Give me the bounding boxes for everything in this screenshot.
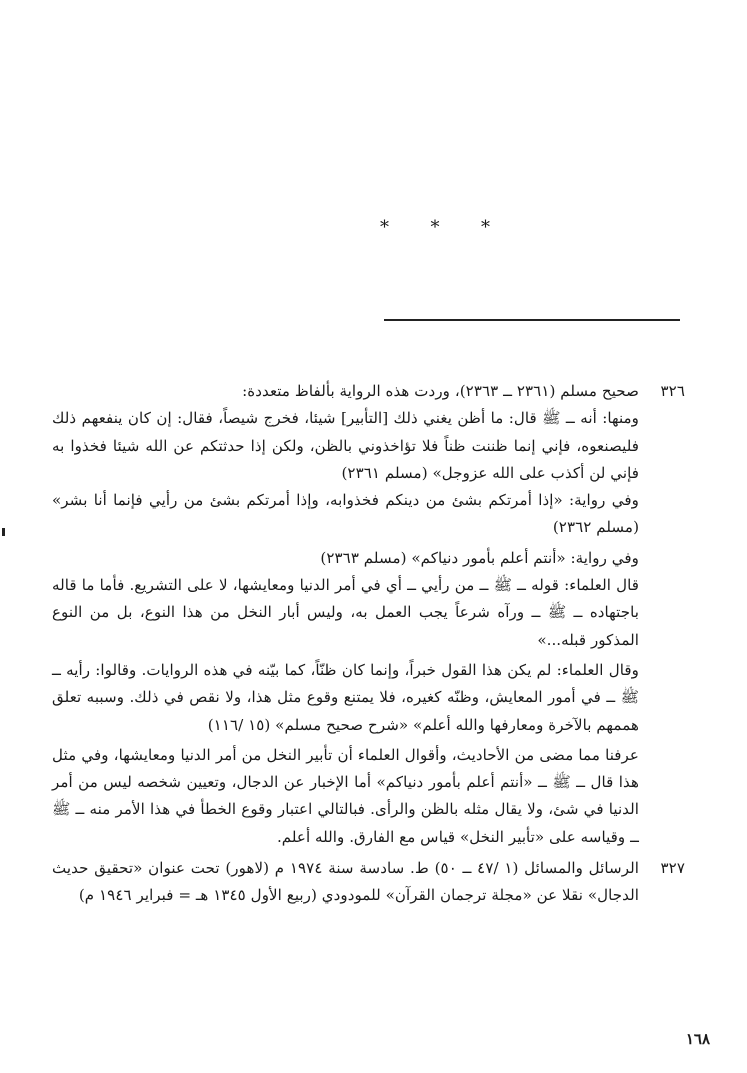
- footnote-paragraph: وقال العلماء: لم يكن هذا القول خبراً، وإنما كان ظنّاً، كما بيّنه في هذه الروايات. وقالوا: رأيه ــ ﷺ ــ في أمور المعايش، وظنّه كغيره، فلا يمتنع وقوع مثل هذا، ولا نقص في ذلك. وسببه تعلق هممهم بالآخرة ومعارفها والله أعلم» «شرح صحيح مسلم» (١٥ /١١٦): [52, 660, 639, 734]
- page-number: ١٦٨: [685, 1030, 710, 1048]
- footnote-paragraph: صحيح مسلم (٢٣٦١ ــ ٢٣٦٣)، وردت هذه الرواية بألفاظ متعددة:: [242, 382, 639, 400]
- footnote-paragraph: عرفنا مما مضى من الأحاديث، وأقوال العلماء أن تأبير النخل من أمر الدنيا ومعايشها، وفي مثل هذا قال ــ ﷺ ــ «أنتم أعلم بأمور دنياكم» أما الإخبار عن الدجال، وتعيين شخصه ليس من أمر الدنيا في شئ، ولا يقال مثله بالظن والرأى. فبالتالي اعتبار وقوع الخطأ في هذا الأمر منه ــ ﷺ ــ وقياسه على «تأبير النخل» قياس مع الفارق. والله أعلم.: [52, 745, 639, 846]
- footnote-paragraph: ومنها: أنه ــ ﷺ قال: ما أظن يغني ذلك [التأبير] شيئا، فخرج شيصاً، فقال: إن كان ينفعهم ذلك فليصنعوه، فإني إنما ظننت ظناً فلا تؤاخذوني بالظن، ولكن إذا حدثتكم عن الله شيئا فخذوا به فإني لن أكذب على الله عزوجل» (مسلم ٢٣٦١): [52, 409, 639, 482]
- separator-star: *: [430, 217, 440, 238]
- footnote-327: [52, 855, 685, 910]
- footnote-paragraph: قال العلماء: قوله ــ ﷺ ــ من رأيي ــ أي في أمر الدنيا ومعايشها، لا على التشريع. فأما ما قاله باجتهاده ــ ﷺ ــ ورآه شرعاً يجب العمل به، وليس أبار النخل من هذا النوع، بل من النوع المذكور قبله...»: [52, 576, 639, 649]
- separator-star: *: [380, 217, 389, 238]
- footnote-number: ٣٢٧: [660, 859, 685, 878]
- footnote-rule: [384, 319, 680, 321]
- footnote-number: ٣٢٦: [660, 382, 685, 400]
- footnotes-section: [52, 378, 685, 910]
- footnote-326: [52, 378, 685, 851]
- footnote-paragraph: الرسائل والمسائل (١ /٤٧ ــ ٥٠) ط. سادسة سنة ١٩٧٤ م (لاهور) تحت عنوان «تحقيق حديث الدجال» نقلا عن «مجلة ترجمان القرآن» للمودودي (ربيع الأول ١٣٤٥ هـ = فبراير ١٩٤٦ م): [52, 859, 639, 905]
- section-separator: [380, 218, 490, 238]
- footnote-paragraph: وفي رواية: «إذا أمرتكم بشئ من دينكم فخذوابه، وإذا أمرتكم بشئ من رأيي فإنما أنا بشر» (مسلم ٢٣٦٢): [52, 491, 639, 537]
- footnote-paragraph: وفي رواية: «أنتم أعلم بأمور دنياكم» (مسلم ٢٣٦٣): [320, 548, 639, 567]
- scan-edge-mark: [2, 528, 5, 536]
- separator-star: *: [481, 217, 490, 238]
